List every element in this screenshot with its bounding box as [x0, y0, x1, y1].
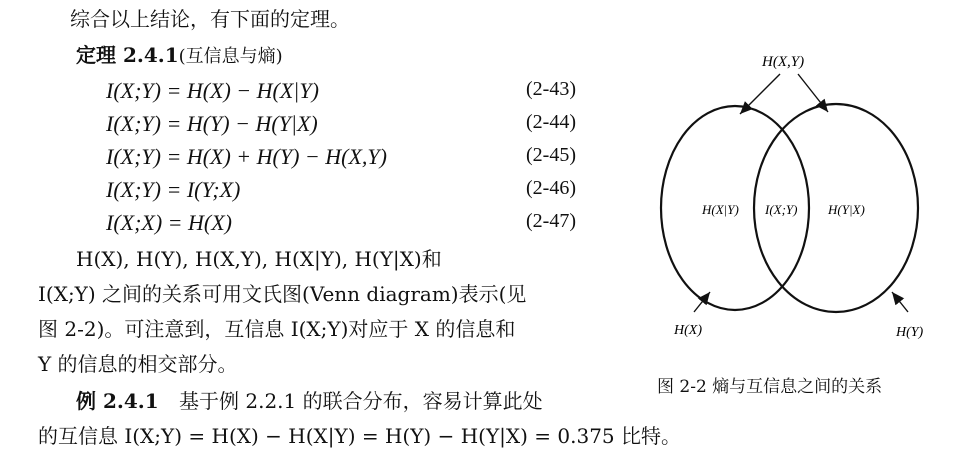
equation-2-43: I(X;Y) = H(X) − H(X|Y): [106, 78, 319, 103]
paragraph-line-4: Y 的信息的相交部分。: [38, 352, 238, 376]
paragraph-line-2: I(X;Y) 之间的关系可用文氏图(Venn diagram)表示(见: [38, 282, 527, 306]
equation-number: (2-47): [526, 210, 576, 232]
example-line-1: [76, 388, 543, 414]
joint-entropy-label: H(X,Y): [762, 54, 805, 70]
hy-label: H(Y): [896, 325, 924, 340]
theorem-subtitle: (互信息与熵): [178, 46, 283, 67]
region-h-x-given-y: H(X|Y): [702, 202, 739, 217]
example-title: 例 2.4.1: [76, 389, 159, 413]
region-mutual-information: I(X;Y): [765, 202, 798, 217]
region-h-y-given-x: H(Y|X): [828, 202, 865, 217]
hx-label: H(X): [674, 323, 702, 338]
equation-2-45: I(X;Y) = H(X) + H(Y) − H(X,Y): [106, 144, 387, 169]
equation-number: (2-46): [526, 177, 576, 199]
equation-number: (2-44): [526, 111, 576, 133]
equation-number: (2-45): [526, 144, 576, 166]
equation-2-47: I(X;X) = H(X): [106, 210, 233, 235]
paragraph-line-1: H(X), H(Y), H(X,Y), H(X|Y), H(Y|X)和: [76, 247, 442, 271]
example-line-2: 的互信息 I(X;Y) = H(X) − H(X|Y) = H(Y) − H(Y|X) = 0.375 比特。: [38, 424, 682, 448]
venn-diagram: [640, 44, 960, 354]
figure-caption: 图 2-2 熵与互信息之间的关系: [657, 377, 883, 397]
example-text: 基于例 2.2.1 的联合分布，容易计算此处: [179, 389, 543, 413]
paragraph-line-3: 图 2-2)。可注意到，互信息 I(X;Y)对应于 X 的信息和: [38, 317, 516, 341]
intro-text: 综合以上结论，有下面的定理。: [70, 7, 350, 31]
equation-2-46: I(X;Y) = I(Y;X): [106, 177, 241, 202]
theorem-title: 定理 2.4.1: [76, 43, 179, 67]
equation-2-44: I(X;Y) = H(Y) − H(Y|X): [106, 111, 318, 136]
arrow-to-hy-circle: [892, 292, 908, 312]
equation-number: (2-43): [526, 78, 576, 100]
theorem-heading: [76, 42, 283, 70]
